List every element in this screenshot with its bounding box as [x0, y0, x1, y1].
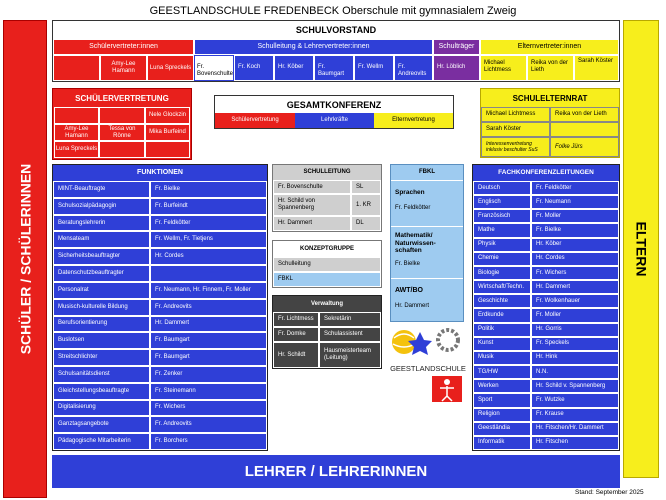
- fbkl-group-1-title: Sprachen: [395, 189, 425, 196]
- funktion-person: Fr. Andreovits: [150, 416, 267, 433]
- fbkl-group-awt: [391, 279, 463, 321]
- fach-label: Religion: [473, 408, 531, 422]
- sv-name-3: Nele Glockzin: [145, 107, 190, 124]
- vorstand-schueler-2: Amy-Lee Hamann: [100, 55, 147, 81]
- funktion-person: [150, 265, 267, 282]
- sv-name-9: [145, 141, 190, 158]
- fbkl-group-1-name: Fr. Feldkötter: [395, 205, 431, 211]
- fkl-box: [472, 164, 620, 451]
- schuelervertretung-box: [52, 88, 192, 160]
- funktion-label: Berufsorientierung: [53, 316, 150, 333]
- fach-leitung: Fr. Moller: [531, 209, 619, 223]
- vorstand-leitung-3: Hr. Köber: [274, 55, 314, 81]
- funktion-label: Streitschlichter: [53, 349, 150, 366]
- footer-date: Stand: September 2025: [575, 489, 644, 496]
- fbkl-group-3-name: Hr. Dammert: [395, 303, 430, 309]
- fach-leitung: Hr. Köber: [531, 238, 619, 252]
- fbkl-box: [390, 164, 464, 322]
- ser-row-1-a: Michael Lichtmess: [481, 107, 550, 122]
- funktion-person: Fr. Zenker: [150, 366, 267, 383]
- fach-label: Deutsch: [473, 181, 531, 195]
- vorstand-schueler-1: [53, 55, 100, 81]
- schulleitung-box: [272, 164, 382, 232]
- gesamtkonferenz-box: [214, 95, 454, 129]
- vorstand-eltern-3: Sarah Köster: [574, 55, 619, 81]
- schulvorstand-box: [52, 20, 620, 82]
- funktion-person: Fr. Baumgart: [150, 332, 267, 349]
- fach-leitung: Hr. Cordes: [531, 252, 619, 266]
- funktion-person: Fr. Steinemann: [150, 383, 267, 400]
- ser-row-2-a: Sarah Köster: [481, 122, 550, 137]
- konzeptgruppe-box: [272, 240, 382, 288]
- vw-row-1-role: Sekretärin: [319, 312, 381, 327]
- verwaltung-box: [272, 295, 382, 369]
- verwaltung-title: Verwaltung: [310, 300, 343, 307]
- sv-name-1: [54, 107, 99, 124]
- fkl-title: FACHKONFERENZLEITUNGEN: [498, 168, 594, 176]
- fach-leitung: Hr. Gorris: [531, 323, 619, 337]
- gesamtkonferenz-title: GESAMTKONFERENZ: [286, 99, 382, 110]
- sl-row-2-name: Hr. Schild von Spannenberg: [273, 194, 351, 216]
- header-schultraeger: Schulträger: [433, 39, 480, 55]
- fbkl-group-3-title: AWT/BO: [395, 287, 423, 294]
- sv-name-7: Luna Spreckels: [54, 141, 99, 158]
- sl-row-1-role: SL: [351, 180, 381, 194]
- fach-label: Musik: [473, 351, 531, 365]
- fach-leitung: Fr. Speckels: [531, 337, 619, 351]
- fach-leitung: Fr. Neumann: [531, 195, 619, 209]
- fbkl-title: FBKL: [391, 165, 463, 181]
- gk-elternvertretung: Elternvertretung: [374, 113, 453, 128]
- fach-label: Erdkunde: [473, 308, 531, 322]
- vorstand-leitung-5: Fr. Wellm: [354, 55, 394, 81]
- funktion-label: Ganztagsangebote: [53, 416, 150, 433]
- sv-name-6: Mika Burfeind: [145, 124, 190, 141]
- funktion-label: Buslotsen: [53, 332, 150, 349]
- schulleitung-title: SCHULLEITUNG: [303, 168, 351, 175]
- fach-label: Werken: [473, 379, 531, 393]
- fach-leitung: Fr. Bielke: [531, 223, 619, 237]
- funktion-person: Hr. Dammert: [150, 316, 267, 333]
- sv-name-4: Amy-Lee Hamann: [54, 124, 99, 141]
- fach-label: Chemie: [473, 252, 531, 266]
- students-side-label: SCHÜLER / SCHÜLERINNEN: [17, 163, 34, 355]
- funktion-person: Fr. Andreovits: [150, 299, 267, 316]
- vorstand-leitung-4: Fr. Baumgart: [314, 55, 354, 81]
- fbkl-group-2-title: Mathematik/ Naturwissen-schaften: [395, 232, 436, 254]
- funktion-label: Sicherheitsbeauftragter: [53, 248, 150, 265]
- fach-leitung: Hr. Dammert: [531, 280, 619, 294]
- sl-row-2-role: 1. KR: [351, 194, 381, 216]
- gk-lehrkraefte: Lehrkräfte: [295, 113, 374, 128]
- funktion-label: Digitalisierung: [53, 400, 150, 417]
- fach-leitung: Fr. Krause: [531, 408, 619, 422]
- fach-label: Physik: [473, 238, 531, 252]
- funktion-label: Pädagogische Mitarbeiterin: [53, 433, 150, 450]
- ser-row-3-b: Folke Jürs: [550, 137, 619, 157]
- funktion-label: Musisch-kulturelle Bildung: [53, 299, 150, 316]
- fach-label: Französisch: [473, 209, 531, 223]
- fbkl-group-2-name: Fr. Bielke: [395, 260, 421, 267]
- fach-label: Kunst: [473, 337, 531, 351]
- vorstand-leitung-2: Fr. Koch: [234, 55, 274, 81]
- schulvorstand-title: SCHULVORSTAND: [295, 25, 377, 35]
- parents-side-label: ELTERN: [633, 221, 649, 277]
- fach-label: Politik: [473, 323, 531, 337]
- funktion-person: Fr. Borchers: [150, 433, 267, 450]
- fach-leitung: Fr. Feldkötter: [531, 181, 619, 195]
- header-schuelervertreter: Schülervertreter:innen: [53, 39, 194, 55]
- vorstand-leitung-6: Fr. Andreovits: [394, 55, 433, 81]
- fach-label: Biologie: [473, 266, 531, 280]
- fach-leitung: Fr. Wolkenhauer: [531, 294, 619, 308]
- fach-label: Mathe: [473, 223, 531, 237]
- funktionen-box: [52, 164, 268, 451]
- vw-row-2-role: Schulassistent: [319, 327, 381, 342]
- funktion-person: Fr. Wichers: [150, 400, 267, 417]
- funktion-person: Fr. Burfeindt: [150, 198, 267, 215]
- funktion-label: Mensateam: [53, 231, 150, 248]
- schuelervertretung-title: SCHÜLERVERTRETUNG: [75, 93, 169, 103]
- vw-row-2-name: Fr. Domke: [273, 327, 319, 342]
- vw-row-1-name: Fr. Lichtmess: [273, 312, 319, 327]
- ser-row-2-b: [550, 122, 619, 137]
- funktion-label: Schulsozialpädagogin: [53, 198, 150, 215]
- sv-name-2: [99, 107, 145, 124]
- fach-label: Sport: [473, 393, 531, 407]
- fach-leitung: Hr. Schild v. Spannenberg: [531, 379, 619, 393]
- funktion-person: Hr. Cordes: [150, 248, 267, 265]
- students-side-bar: [3, 20, 47, 498]
- sl-row-1-name: Fr. Bovenschulte: [273, 180, 351, 194]
- konzept-row-fbkl: FBKL: [273, 272, 381, 287]
- fach-leitung: Fr. Wichers: [531, 266, 619, 280]
- gk-schuelervertretung: Schülervertretung: [215, 113, 295, 128]
- funktion-label: Schulsanitätsdienst: [53, 366, 150, 383]
- fbkl-group-mint: [391, 227, 463, 279]
- fach-leitung: N.N.: [531, 365, 619, 379]
- fach-label: Wirtschaft/Techn.: [473, 280, 531, 294]
- funktion-label: MINT-Beauftragte: [53, 181, 150, 198]
- fach-label: Informatik: [473, 436, 531, 450]
- vorstand-eltern-1: Michael Lichtmess: [480, 55, 527, 81]
- ser-row-3-a: Interessenvertretung inklusiv beschulter SuS: [481, 137, 550, 157]
- funktion-person: Fr. Feldkötter: [150, 215, 267, 232]
- fach-label: Englisch: [473, 195, 531, 209]
- schulelternrat-box: [480, 88, 620, 158]
- funktionen-title: FUNKTIONEN: [137, 168, 183, 176]
- page-title: GEESTLANDSCHULE FREDENBECK Oberschule mit gymnasialem Zweig: [149, 5, 517, 17]
- funktion-label: Gleichstellungsbeauftragte: [53, 383, 150, 400]
- funktion-label: Personalrat: [53, 282, 150, 299]
- fbkl-group-sprachen: [391, 181, 463, 227]
- school-logo-graphic: [390, 326, 466, 404]
- funktion-person: Fr. Bielke: [150, 181, 267, 198]
- vorstand-schueler-3: Luna Spreckels: [147, 55, 194, 81]
- vorstand-eltern-2: Reika von der Lieth: [527, 55, 574, 81]
- ser-row-1-b: Reika von der Lieth: [550, 107, 619, 122]
- sl-row-3-name: Hr. Dammert: [273, 216, 351, 231]
- konzeptgruppe-title: KONZEPTGRUPPE: [299, 245, 354, 252]
- header-elternvertreter: Elternvertreter:innen: [480, 39, 619, 55]
- sv-name-8: [99, 141, 145, 158]
- funktion-label: Beratungslehrerin: [53, 215, 150, 232]
- funktion-person: Fr. Neumann, Hr. Finnem, Fr. Moller: [150, 282, 267, 299]
- vorstand-traeger: Hr. Löblich: [433, 55, 480, 81]
- funktion-person: Fr. Baumgart: [150, 349, 267, 366]
- header-schulleitung: Schulleitung & Lehrervertreter:innen: [194, 39, 433, 55]
- school-logo: [390, 326, 466, 404]
- vw-row-3-name: Hr. Schildt: [273, 342, 319, 368]
- schulelternrat-title: SCHULELTERNRAT: [512, 93, 588, 103]
- sv-name-5: Tessa von Rönne: [99, 124, 145, 141]
- konzept-row-schulleitung: Schulleitung: [273, 257, 381, 272]
- vw-row-3-role: Hausmeisterteam (Leitung): [319, 342, 381, 368]
- parents-side-bar: [623, 20, 659, 478]
- logo-text: GEESTLANDSCHULE: [390, 364, 466, 373]
- sl-row-3-role: DL: [351, 216, 381, 231]
- fach-label: TG/HW: [473, 365, 531, 379]
- vorstand-leitung-1: Fr. Bovenschulte: [194, 55, 234, 81]
- fach-leitung: Hr. Fitschen/Hr. Dammert: [531, 422, 619, 436]
- fach-leitung: Hr. Hink: [531, 351, 619, 365]
- fach-label: Geschichte: [473, 294, 531, 308]
- fach-leitung: Fr. Wutzke: [531, 393, 619, 407]
- funktion-label: Datenschutzbeauftragter: [53, 265, 150, 282]
- teachers-bottom-bar: LEHRER / LEHRERINNEN: [52, 455, 620, 488]
- fach-leitung: Fr. Moller: [531, 308, 619, 322]
- funktion-person: Fr. Wellm, Fr. Tietjens: [150, 231, 267, 248]
- fach-leitung: Hr. Fitschen: [531, 436, 619, 450]
- fach-label: Geestländia: [473, 422, 531, 436]
